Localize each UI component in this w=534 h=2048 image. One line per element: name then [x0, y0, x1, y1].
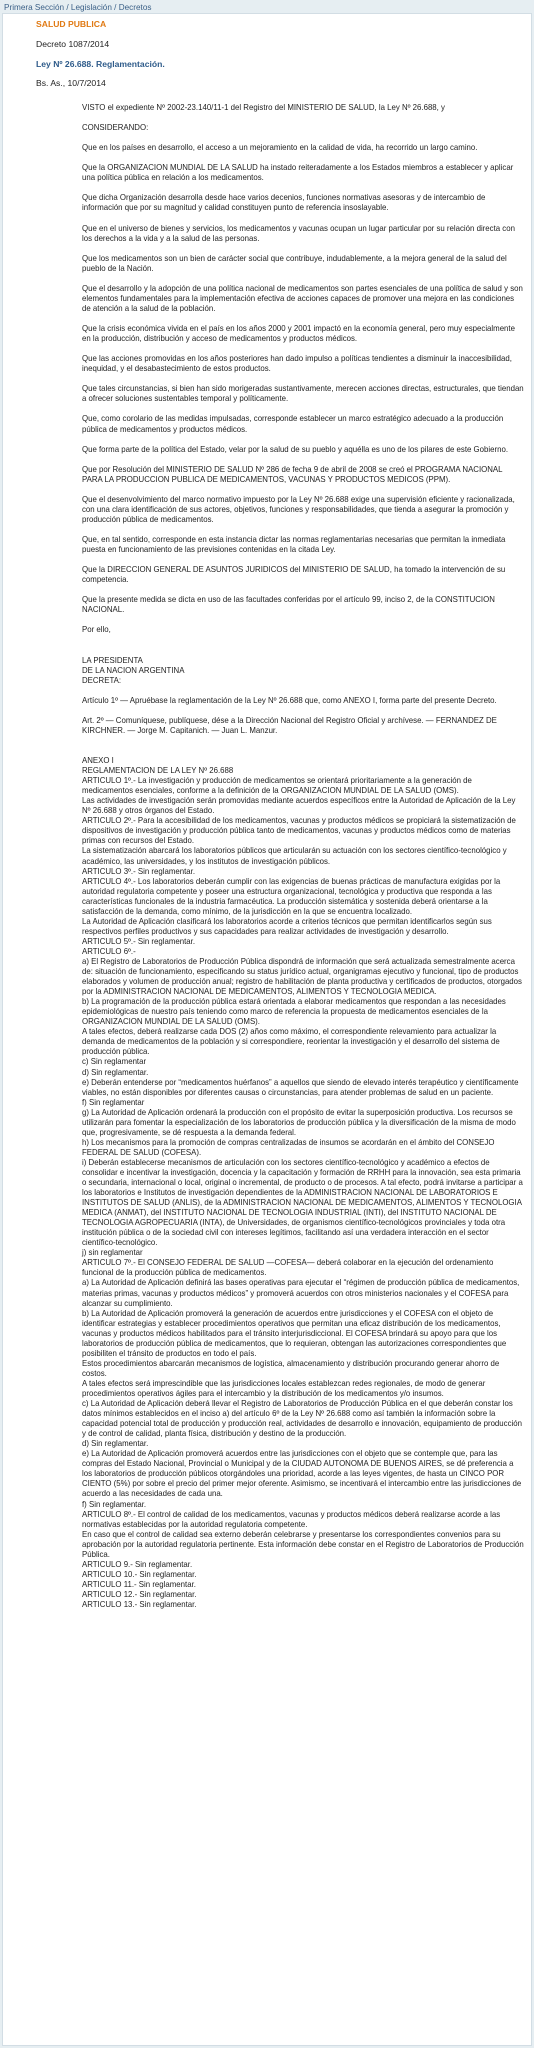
body-paragraph: Que por Resolución del MINISTERIO DE SALUD Nº 286 de fecha 9 de abril de 2008 se creó el PROGRAMA NACIONAL PARA LA PRODUCCION PUBLICA DE MEDICAMENTOS, VACUNAS Y PRODUCTOS MEDICOS (PPM). — [82, 464, 503, 484]
body-paragraph: Art. 2º — Comuníquese, publíquese, dése a la Dirección Nacional del Registro Oficial y archívese. — FERNANDEZ DE KIRCHNER. — Jorge M. Capitanich. — Juan L. Manzur. — [82, 715, 497, 735]
body-paragraph: e) La Autoridad de Aplicación promoverá acuerdos entre las jurisdicciones con el objeto que se contemple que, para las compras del Estado Nacional, Provincial o Municipal y de la CIUDAD AUTONOMA DE BUENOS AIRES, se dé preferencia a los laboratorios de producción públicos otorgándoles una prioridad, acorde a las leyes vigentes, de hasta un CINCO POR CIENTO (5%) por sobre el precio del primer mejor oferente. Asimismo, se incentivará el intercambio entre las jurisdicciones de acuerdo a las necesidades de cada una. — [82, 1449, 522, 1499]
body-paragraph: LA PRESIDENTA — [82, 655, 143, 665]
body-paragraph: ARTICULO 7º.- El CONSEJO FEDERAL DE SALUD —COFESA— deberá colaborar en la ejecución del ordenamiento funcional de la producción pública de medicamentos. — [82, 1258, 494, 1278]
body-paragraph: Que tales circunstancias, si bien han sido morigeradas sustantivamente, merecen acciones directas, estructurales, que tiendan a ofrecer soluciones sustentables temporal y políticamente. — [82, 384, 524, 404]
body-paragraph: Que el desenvolvimiento del marco normativo impuesto por la Ley Nº 26.688 exige una supervisión eficiente y racionalizada, con una clara identificación de sus actores, objetivos, funciones y responsabilidades, que tienda a asegurar la promoción y producción pública de medicamentos. — [82, 494, 515, 524]
body-paragraph: ARTICULO 9.- Sin reglamentar. — [82, 1559, 193, 1569]
body-paragraph: A tales efectos será imprescindible que las jurisdicciones locales establezcan redes regionales, de modo de generar procedimientos operativos ágiles para el intercambio y la distribución de los medicamentos y/o insumos. — [82, 1378, 486, 1398]
body-paragraph: Que en el universo de bienes y servicios, los medicamentos y vacunas ocupan un lugar particular por su relación directa con los derechos a la vida y a la salud de las personas. — [82, 223, 515, 243]
body-paragraph: e) Deberán entenderse por “medicamentos huérfanos” a aquellos que siendo de elevado interés terapéutico y científicamente viables, no están disponibles por diferentes causas o circunstancias, para atender problemas de salud en un paciente. — [82, 1077, 519, 1097]
body-paragraph: Que los medicamentos son un bien de carácter social que contribuye, indudablemente, a la mejora general de la salud del pueblo de la Nación. — [82, 253, 507, 273]
body-paragraph: Artículo 1º — Apruébase la reglamentación de la Ley Nº 26.688 que, como ANEXO I, forma parte del presente Decreto. — [82, 695, 497, 705]
body-paragraph: h) Los mecanismos para la promoción de compras centralizadas de insumos se acordarán en el ámbito del CONSEJO FEDERAL DE SALUD (COFESA). — [82, 1137, 495, 1157]
body-paragraph: f) Sin reglamentar. — [82, 1499, 147, 1509]
body-paragraph: c) La Autoridad de Aplicación deberá llevar el Registro de Laboratorios de Producción Pública en el que deberán constar los datos mínimos establecidos en el inciso a) del artículo 6º de la Ley Nº 26.688 como así también la información sobre la capacidad potencial total de producción y producción real, actividades de desarrollo e innovación, equipamiento de producción y de control de calidad, planta física, distribución y destino de la producción. — [82, 1399, 522, 1439]
body-paragraph: Estos procedimientos abarcarán mecanismos de logística, almacenamiento y distribución procurando generar ahorro de costos. — [82, 1358, 500, 1378]
body-paragraph: VISTO el expediente Nº 2002-23.140/11-1 del Registro del MINISTERIO DE SALUD, la Ley Nº 26.688, y — [82, 103, 445, 112]
decree-number: Decreto 1087/2014 — [36, 39, 110, 49]
body-paragraph: ARTICULO 12.- Sin reglamentar. — [82, 1589, 197, 1599]
body-paragraph: Las actividades de investigación serán promovidas mediante acuerdos específicos entre la Autoridad de Aplicación de la Ley Nº 26.688 y otros órganos del Estado. — [82, 796, 516, 816]
document-body — [82, 103, 524, 1610]
body-paragraph: d) Sin reglamentar. — [82, 1439, 149, 1449]
body-paragraph: Que la DIRECCION GENERAL DE ASUNTOS JURIDICOS del MINISTERIO DE SALUD, ha tomado la intervención de su competencia. — [82, 565, 506, 585]
date-line: Bs. As., 10/7/2014 — [36, 78, 106, 88]
body-paragraph: ARTICULO 13.- Sin reglamentar. — [82, 1599, 197, 1609]
breadcrumb-separator: / — [64, 3, 71, 12]
body-paragraph: b) La programación de la producción pública estará orientada a elaborar medicamentos que respondan a las necesidades epidemiológicas de nuestro país teniendo como marco de referencia la propuesta de medicamentos esenciales de la ORGANIZACION MUNDIAL DE LA SALUD (OMS). — [82, 997, 506, 1027]
body-paragraph: ARTICULO 11.- Sin reglamentar. — [82, 1579, 196, 1589]
body-paragraph: Que la presente medida se dicta en uso de las facultades conferidas por el artículo 99, inciso 2, de la CONSTITUCION NACIONAL. — [82, 595, 495, 615]
body-paragraph: DE LA NACION ARGENTINA — [82, 665, 185, 675]
breadcrumb-item-primera-seccion[interactable]: Primera Sección — [4, 3, 65, 12]
body-paragraph: ARTICULO 4º.- Los laboratorios deberán cumplir con las exigencias de buenas prácticas de manufactura exigidas por la autoridad regulatoria competente y poseer una estructura organizacional, tecnológica y productiva que responda a las características funcionales de la industria farmacéutica. La producción sistemática y sostenida deberá orientarse a la satisfacción de la demanda, como mínimo, de la jurisdicción en la que se encuentra localizado. — [82, 876, 501, 916]
document-panel — [2, 13, 532, 2046]
breadcrumb-separator: / — [111, 3, 119, 12]
law-title: Ley Nº 26.688. Reglamentación. — [36, 59, 165, 69]
body-paragraph: REGLAMENTACION DE LA LEY Nº 26.688 — [82, 766, 234, 776]
body-paragraph: ARTICULO 10.- Sin reglamentar. — [82, 1569, 197, 1579]
body-paragraph: Que, como corolario de las medidas impulsadas, corresponde establecer un marco estratégico adecuado a la producción pública de medicamentos y productos médicos. — [82, 414, 504, 434]
breadcrumb-item-legislacion[interactable]: Legislación — [70, 3, 112, 12]
body-paragraph: A tales efectos, deberá realizarse cada DOS (2) años como máximo, el correspondiente relevamiento para actualizar la demanda de medicamentos de la población y si correspondiere, reorientar la investigación y el desarrollo del sistema de producción pública. — [82, 1027, 500, 1057]
body-paragraph: ARTICULO 5º.- Sin reglamentar. — [82, 936, 196, 946]
body-paragraph: CONSIDERANDO: — [82, 123, 149, 133]
body-paragraph: ARTICULO 1º.- La investigación y producción de medicamentos se orientará prioritariamente a la generación de medicamentos esenciales, conforme a la definición de la ORGANIZACION MUNDIAL DE LA SALUD (OMS). — [82, 776, 472, 796]
body-paragraph: a) La Autoridad de Aplicación definirá las bases operativas para ejecutar el “régimen de producción pública de medicamentos, materias primas, vacunas y productos médicos” y promoverá acuerdos con otros ministerios nacionales y el COFESA para alcanzar su cumplimiento. — [82, 1278, 520, 1308]
body-paragraph: j) sin reglamentar — [82, 1248, 143, 1258]
body-paragraph: Que el desarrollo y la adopción de una política nacional de medicamentos son partes esenciales de una política de salud y son elementos fundamentales para la implementación efectiva de acciones capaces de promover una mejora en las condiciones de atención a la salud de la población. — [82, 283, 523, 313]
section-title: SALUD PUBLICA — [36, 19, 107, 29]
body-paragraph: ARTICULO 8º.- El control de calidad de los medicamentos, vacunas y productos médicos deberá realizarse acorde a las normativas establecidas por la autoridad regulatoria competente. — [82, 1509, 501, 1529]
body-paragraph: Que dicha Organización desarrolla desde hace varios decenios, funciones normativas asesoras y de intercambio de información que por su magnitud y calidad constituyen punto de referencia insoslayable. — [82, 193, 486, 213]
body-paragraph: DECRETA: — [82, 675, 122, 685]
body-paragraph: g) La Autoridad de Aplicación ordenará la producción con el propósito de evitar la superposición productiva. Los recursos se utilizarán para fomentar la especialización de los laboratorios de producción pública y la diversificación de la misma de modo que, progresivamente, se dé respuesta a la demanda federal. — [82, 1107, 516, 1137]
body-paragraph: c) Sin reglamentar — [82, 1057, 147, 1067]
body-paragraph: d) Sin reglamentar. — [82, 1067, 149, 1077]
breadcrumb-item-decretos[interactable]: Decretos — [118, 3, 152, 12]
body-paragraph: ANEXO I — [82, 756, 114, 766]
body-paragraph: Que la crisis económica vivida en el país en los años 2000 y 2001 impactó en la economía general, pero muy especialmente en la producción, distribución y acceso de medicamentos y productos médicos. — [82, 324, 515, 344]
body-paragraph: Que en los países en desarrollo, el acceso a un mejoramiento en la calidad de vida, ha recorrido un largo camino. — [82, 143, 478, 153]
body-paragraph: La sistematización abarcará los laboratorios públicos que articularán su actuación con los sectores científico-tecnológico y académico, las universidades, y los institutos de investigación públicos. — [82, 846, 507, 866]
body-paragraph: i) Deberán establecerse mecanismos de articulación con los sectores científico-tecnológico y académico a efectos de consolidar e incentivar la investigación, docencia y la capacitación y formación de RRHH para la innovación, sea esta primaria o secundaria, internacional o local, original o incremental, de producto o de procesos. A tal efecto, podrá invitarse a participar a los laboratorios e Institutos de investigación dependientes de la ADMINISTRACION NACIONAL DE LABORATORIOS E INSTITUTOS DE SALUD (ANLIS), de la ADMINISTRACION NACIONAL DE MEDICAMENTOS, ALIMENTOS Y TECNOLOGIA MEDICA (ANMAT), del INSTITUTO NACIONAL DE TECNOLOGIA INDUSTRIAL (INTI), del INSTITUTO NACIONAL DE TECNOLOGIA AGROPECUARIA (INTA), de Universidades, de organismos científico-tecnológicos provinciales y toda otra institución pública o de la sociedad civil con intereses legítimos, facilitando así una verdadera interacción en el sector científico-tecnológico. — [82, 1157, 523, 1248]
body-paragraph: Por ello, — [82, 625, 111, 635]
body-paragraph: Que forma parte de la política del Estado, velar por la salud de su pueblo y aquélla es uno de los pilares de este Gobierno. — [82, 444, 509, 454]
body-paragraph: f) Sin reglamentar — [82, 1097, 145, 1107]
body-paragraph: a) El Registro de Laboratorios de Producción Pública dispondrá de información que será actualizada semestralmente acerca de: situación de funcionamiento, especificando su status jurídico actual, organigramas ejecutivo y funcional, tipo de productos elaborados y volumen de producción anual; registro de habilitación de planta productiva y certificados de productos, otorgados por la ADMINISTRACION NACIONAL DE MEDICAMENTOS, ALIMENTOS Y TECNOLOGIA MEDICA. — [82, 956, 522, 997]
body-paragraph: ARTICULO 6º.- — [82, 946, 136, 956]
body-paragraph: ARTICULO 2º.- Para la accesibilidad de los medicamentos, vacunas y productos médicos se propiciará la sistematización de dispositivos de investigación y producción pública tanto de medicamentos, vacunas y productos médicos como de materias primas con recursos del Estado. — [82, 816, 516, 846]
body-paragraph: b) La Autoridad de Aplicación promoverá la generación de acuerdos entre jurisdicciones y el COFESA con el objeto de identificar estrategias y establecer procedimientos operativos que permitan una eficaz distribución de los medicamentos, vacunas y productos médicos habilitados para el tránsito interjurisdiccional. El COFESA brindará su apoyo para que los laboratorios de producción pública de medicamentos, que lo requieran, obtengan las autorizaciones correspondientes que posibiliten el tránsito de productos en todo el país. — [82, 1308, 507, 1358]
body-paragraph: Que la ORGANIZACION MUNDIAL DE LA SALUD ha instado reiteradamente a los Estados miembros a establecer y aplicar una política pública en relación a los medicamentos. — [82, 163, 514, 183]
body-paragraph: Que las acciones promovidas en los años posteriores han dado impulso a políticas tendientes a disminuir la inaccesibilidad, inequidad, y el desabastecimiento de estos productos. — [82, 354, 512, 374]
body-paragraph: La Autoridad de Aplicación clasificará los laboratorios acorde a criterios técnicos que permitan identificarlos según sus respectivos perfiles productivos y sus capacidades para realizar actividades de investigación y desarrollo. — [82, 916, 492, 936]
body-paragraph: En caso que el control de calidad sea externo deberán celebrarse y presentarse los correspondientes convenios para su aprobación por la autoridad regulatoria pertinente. Esta información debe constar en el Registro de Laboratorios de Producción Pública. — [82, 1529, 524, 1559]
body-paragraph: ARTICULO 3º.- Sin reglamentar. — [82, 866, 196, 876]
body-paragraph: Que, en tal sentido, corresponde en esta instancia dictar las normas reglamentarias necesarias que permitan la inmediata puesta en funcionamiento de las previsiones contenidas en la citada Ley. — [82, 535, 506, 555]
